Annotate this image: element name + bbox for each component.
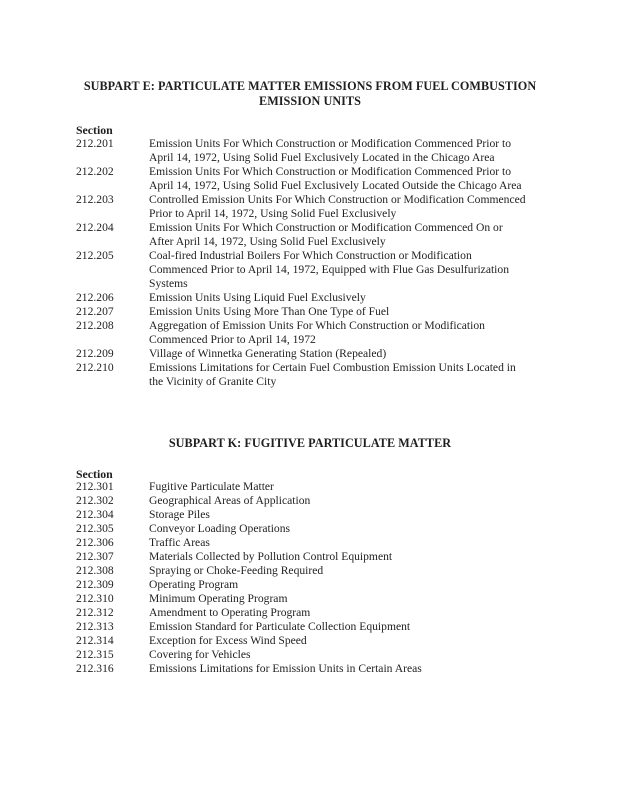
section-entry-212-205 xyxy=(76,249,536,291)
section-number: 212.301 xyxy=(76,480,114,493)
section-number: 212.205 xyxy=(76,249,114,262)
section-title: Geographical Areas of Application xyxy=(149,494,311,507)
section-title: Storage Piles xyxy=(149,508,210,521)
section-entry-212-207 xyxy=(76,305,536,319)
section-title: Traffic Areas xyxy=(149,536,210,549)
section-title: Minimum Operating Program xyxy=(149,592,288,605)
section-title: Fugitive Particulate Matter xyxy=(149,480,274,493)
section-entry-212-305 xyxy=(76,522,536,536)
section-title: Emission Units For Which Construction or Modification Commenced Prior to April 14, 1972, Using Solid Fuel Exclusively Located Outside the Chicago Area xyxy=(149,165,522,192)
subpart-e-heading-line2: EMISSION UNITS xyxy=(259,94,361,108)
section-entry-212-307 xyxy=(76,550,536,564)
section-number: 212.307 xyxy=(76,550,114,563)
section-number: 212.201 xyxy=(76,137,114,150)
section-title: Emissions Limitations for Certain Fuel Combustion Emission Units Located in the Vicinity of Granite City xyxy=(149,361,516,388)
section-title: Emissions Limitations for Emission Units in Certain Areas xyxy=(149,662,422,675)
subpart-k-heading: SUBPART K: FUGITIVE PARTICULATE MATTER xyxy=(168,436,452,450)
section-number: 212.309 xyxy=(76,578,114,591)
section-number: 212.313 xyxy=(76,620,114,633)
subpart-e-section-list xyxy=(76,137,536,389)
section-title: Aggregation of Emission Units For Which Construction or Modification Commenced Prior to April 14, 1972 xyxy=(149,319,485,346)
section-entry-212-208 xyxy=(76,319,536,347)
section-number: 212.209 xyxy=(76,347,114,360)
section-title: Controlled Emission Units For Which Construction or Modification Commenced Prior to April 14, 1972, Using Solid Fuel Exclusively xyxy=(149,193,526,220)
section-entry-212-201 xyxy=(76,137,536,165)
section-title: Village of Winnetka Generating Station (Repealed) xyxy=(149,347,387,360)
section-entry-212-206 xyxy=(76,291,536,305)
section-title: Emission Units Using Liquid Fuel Exclusively xyxy=(149,291,366,304)
section-entry-212-302 xyxy=(76,494,536,508)
section-title: Emission Standard for Particulate Collection Equipment xyxy=(149,620,411,633)
section-number: 212.315 xyxy=(76,648,114,661)
section-number: 212.206 xyxy=(76,291,114,304)
section-entry-212-313 xyxy=(76,620,536,634)
section-entry-212-204 xyxy=(76,221,536,249)
subpart-k-section-label: Section xyxy=(76,467,113,481)
section-number: 212.314 xyxy=(76,634,114,647)
section-entry-212-309 xyxy=(76,578,536,592)
section-entry-212-310 xyxy=(76,592,536,606)
section-number: 212.304 xyxy=(76,508,114,521)
section-title: Emission Units For Which Construction or Modification Commenced Prior to April 14, 1972, Using Solid Fuel Exclusively Located in the Chicago Area xyxy=(149,137,512,164)
section-number: 212.204 xyxy=(76,221,114,234)
section-entry-212-203 xyxy=(76,193,536,221)
section-title: Operating Program xyxy=(149,578,239,591)
section-number: 212.203 xyxy=(76,193,114,206)
section-title: Coal-fired Industrial Boilers For Which Construction or Modification Commenced Prior to April 14, 1972, Equipped with Flue Gas Desulfurization Systems xyxy=(149,249,510,290)
section-number: 212.306 xyxy=(76,536,114,549)
section-title: Amendment to Operating Program xyxy=(149,606,311,619)
section-number: 212.316 xyxy=(76,662,114,675)
section-title: Spraying or Choke-Feeding Required xyxy=(149,564,324,577)
section-number: 212.207 xyxy=(76,305,114,318)
section-number: 212.312 xyxy=(76,606,114,619)
section-number: 212.210 xyxy=(76,361,114,374)
section-entry-212-301 xyxy=(76,480,536,494)
section-entry-212-210 xyxy=(76,361,536,389)
section-entry-212-308 xyxy=(76,564,536,578)
section-title: Conveyor Loading Operations xyxy=(149,522,291,535)
section-number: 212.310 xyxy=(76,592,114,605)
section-title: Emission Units Using More Than One Type of Fuel xyxy=(149,305,390,318)
section-entry-212-202 xyxy=(76,165,536,193)
subpart-e-section-label: Section xyxy=(76,123,113,137)
subpart-e-heading xyxy=(60,79,560,109)
section-number: 212.308 xyxy=(76,564,114,577)
section-title: Covering for Vehicles xyxy=(149,648,251,661)
section-entry-212-315 xyxy=(76,648,536,662)
section-number: 212.208 xyxy=(76,319,114,332)
section-number: 212.305 xyxy=(76,522,114,535)
section-title: Materials Collected by Pollution Control Equipment xyxy=(149,550,393,563)
subpart-e-heading-line1: SUBPART E: PARTICULATE MATTER EMISSIONS FROM FUEL COMBUSTION xyxy=(83,79,537,93)
section-number: 212.302 xyxy=(76,494,114,507)
section-entry-212-316 xyxy=(76,662,536,676)
subpart-k-section-list xyxy=(76,480,536,676)
section-entry-212-306 xyxy=(76,536,536,550)
section-title: Emission Units For Which Construction or Modification Commenced On or After April 14, 1972, Using Solid Fuel Exclusively xyxy=(149,221,503,248)
section-number: 212.202 xyxy=(76,165,114,178)
section-entry-212-304 xyxy=(76,508,536,522)
section-title: Exception for Excess Wind Speed xyxy=(149,634,307,647)
section-entry-212-209 xyxy=(76,347,536,361)
section-entry-212-314 xyxy=(76,634,536,648)
section-entry-212-312 xyxy=(76,606,536,620)
